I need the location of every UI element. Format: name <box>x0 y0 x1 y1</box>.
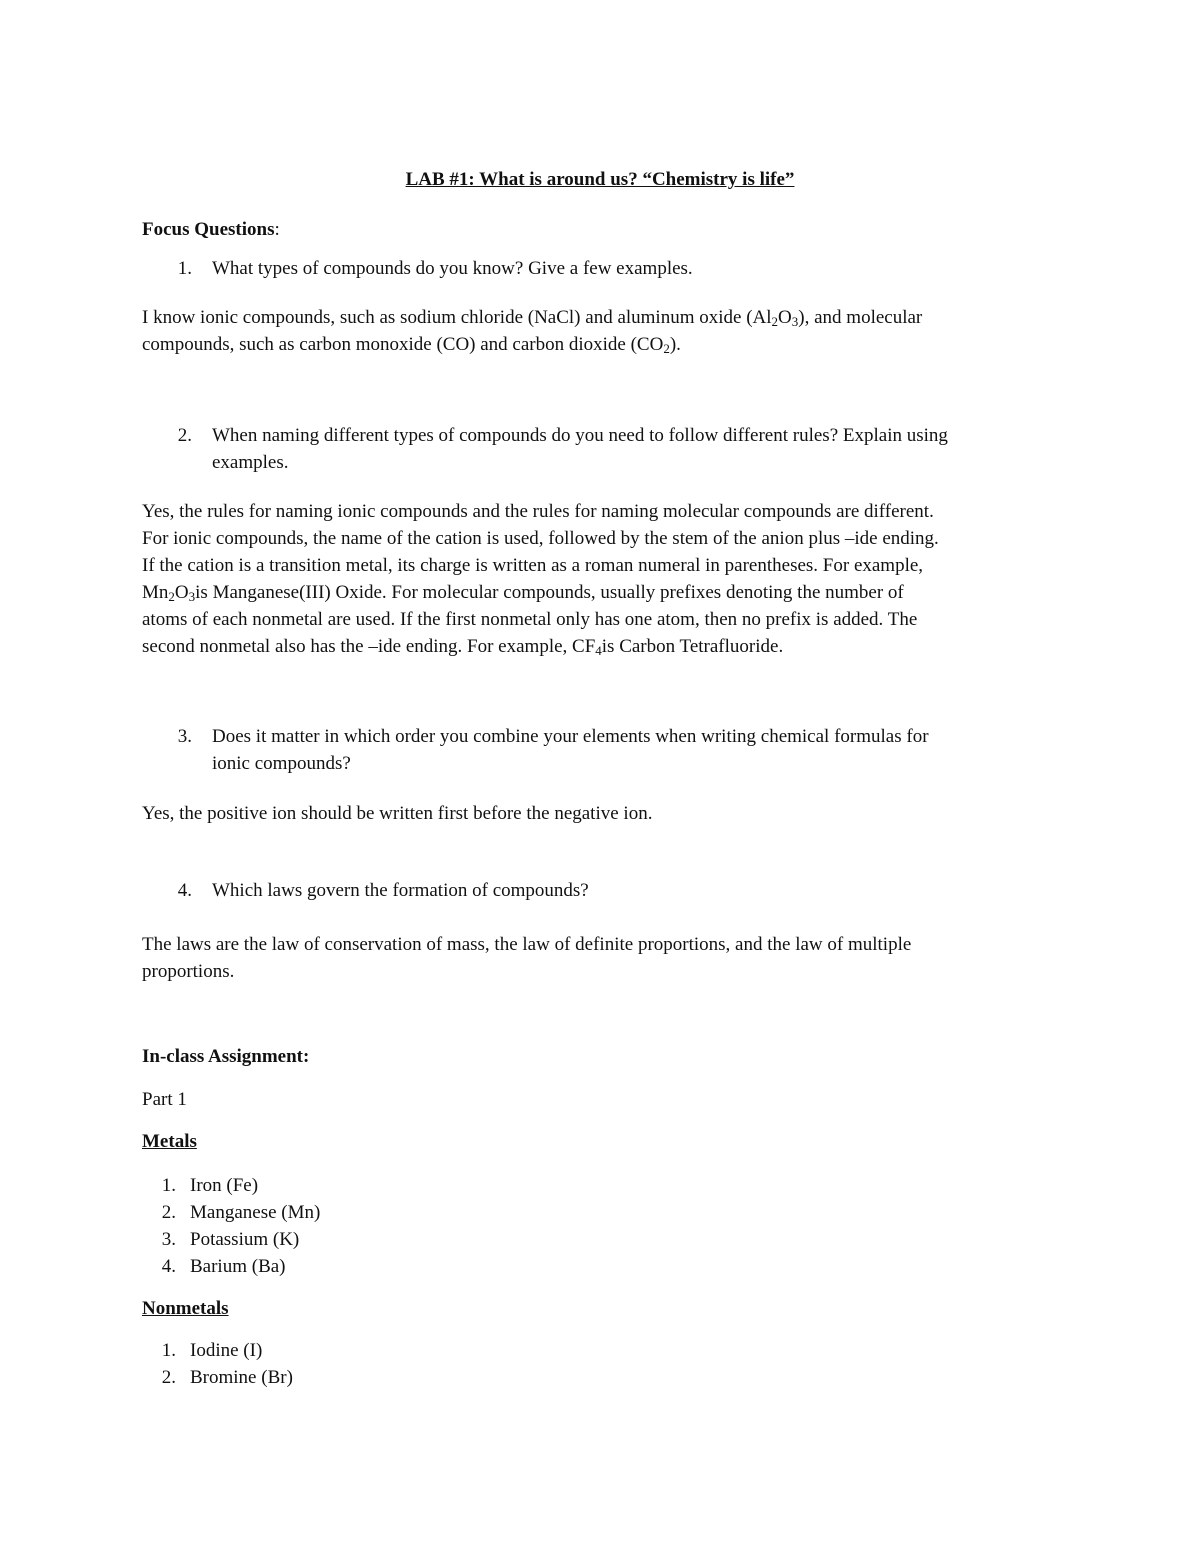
list-item-label: Iodine (I) <box>190 1340 263 1361</box>
metals-heading: Metals <box>142 1131 197 1152</box>
question-3-number: 3. <box>177 726 192 747</box>
question-3-line1: Does it matter in which order you combine your elements when writing chemical formulas for <box>212 726 929 747</box>
answer-1-sub3: 2 <box>663 341 670 356</box>
nonmetals-list <box>142 1337 293 1391</box>
list-item-label: Iron (Fe) <box>190 1175 259 1196</box>
answer-2-line4c: is Manganese(III) Oxide. For molecular compounds, usually prefixes denoting the number of <box>195 582 904 603</box>
answer-2-line5: atoms of each nonmetal are used. If the first nonmetal only has one atom, then no prefix is added. The <box>142 609 918 630</box>
list-item-label: Bromine (Br) <box>190 1367 293 1388</box>
list-item <box>142 1199 320 1226</box>
answer-2-line3: If the cation is a transition metal, its charge is written as a roman numeral in parentheses. For example, <box>142 555 924 576</box>
focus-questions-label: Focus Questions <box>142 219 275 240</box>
question-4-number: 4. <box>177 880 192 901</box>
list-item-label: Barium (Ba) <box>190 1256 286 1277</box>
answer-2-line2: For ionic compounds, the name of the cation is used, followed by the stem of the anion plus –ide ending. <box>142 528 939 549</box>
answer-2-line1: Yes, the rules for naming ionic compounds and the rules for naming molecular compounds are different. <box>142 501 934 522</box>
answer-1-sub2: 3 <box>791 314 799 329</box>
list-item <box>142 1364 293 1391</box>
answer-1-line2a: compounds, such as carbon monoxide (CO) and carbon dioxide (CO <box>142 334 664 355</box>
metals-list <box>142 1172 320 1280</box>
question-2-line2: examples. <box>212 452 289 473</box>
answer-4 <box>142 931 1062 985</box>
list-item-number: 1. <box>161 1175 176 1196</box>
assignment-heading: In-class Assignment: <box>142 1046 310 1067</box>
answer-2-line6a: second nonmetal also has the –ide ending. For example, CF <box>142 636 596 657</box>
question-1-text: What types of compounds do you know? Give a few examples. <box>212 258 693 279</box>
list-item-number: 4. <box>161 1256 176 1277</box>
answer-2-line6b: is Carbon Tetrafluoride. <box>601 636 784 657</box>
list-item-number: 1. <box>161 1340 176 1361</box>
list-item-label: Potassium (K) <box>190 1229 300 1250</box>
part-label: Part 1 <box>142 1089 187 1110</box>
list-item <box>142 1253 320 1280</box>
answer-1-line2b: ). <box>669 334 681 355</box>
list-item-number: 2. <box>161 1367 176 1388</box>
focus-questions-colon: : <box>274 219 280 240</box>
answer-1-part2: O <box>778 307 792 328</box>
question-2-text <box>212 422 1062 476</box>
answer-1-part3: ), and molecular <box>798 307 923 328</box>
answer-2 <box>142 498 1062 660</box>
answer-2-line6-sub: 4 <box>595 643 602 658</box>
answer-2-line4b: O <box>174 582 189 603</box>
answer-1-sub1: 2 <box>771 314 779 329</box>
answer-4-line1: The laws are the law of conservation of mass, the law of definite proportions, and the law of multiple <box>142 934 912 955</box>
list-item <box>142 1172 320 1199</box>
answer-2-line4-sub1: 2 <box>168 589 175 604</box>
focus-questions-heading <box>142 216 280 243</box>
answer-2-line4-sub2: 3 <box>188 589 196 604</box>
answer-2-line4a: Mn <box>142 582 169 603</box>
list-item-number: 3. <box>161 1229 176 1250</box>
list-item <box>142 1337 293 1364</box>
list-item-number: 2. <box>161 1202 176 1223</box>
page-title: LAB #1: What is around us? “Chemistry is life” <box>405 169 795 190</box>
answer-1-part1: I know ionic compounds, such as sodium chloride (NaCl) and aluminum oxide (Al <box>142 307 772 328</box>
question-2-number: 2. <box>177 425 192 446</box>
answer-4-line2: proportions. <box>142 961 235 982</box>
answer-1 <box>142 304 1062 358</box>
question-2-line1: When naming different types of compounds do you need to follow different rules? Explain using <box>212 425 948 446</box>
answer-3: Yes, the positive ion should be written first before the negative ion. <box>142 803 653 824</box>
list-item-label: Manganese (Mn) <box>190 1202 321 1223</box>
question-3-text <box>212 723 1062 777</box>
question-4-text: Which laws govern the formation of compounds? <box>212 880 589 901</box>
question-3-line2: ionic compounds? <box>212 753 351 774</box>
question-1-number: 1. <box>177 258 192 279</box>
nonmetals-heading: Nonmetals <box>142 1298 229 1319</box>
list-item <box>142 1226 320 1253</box>
